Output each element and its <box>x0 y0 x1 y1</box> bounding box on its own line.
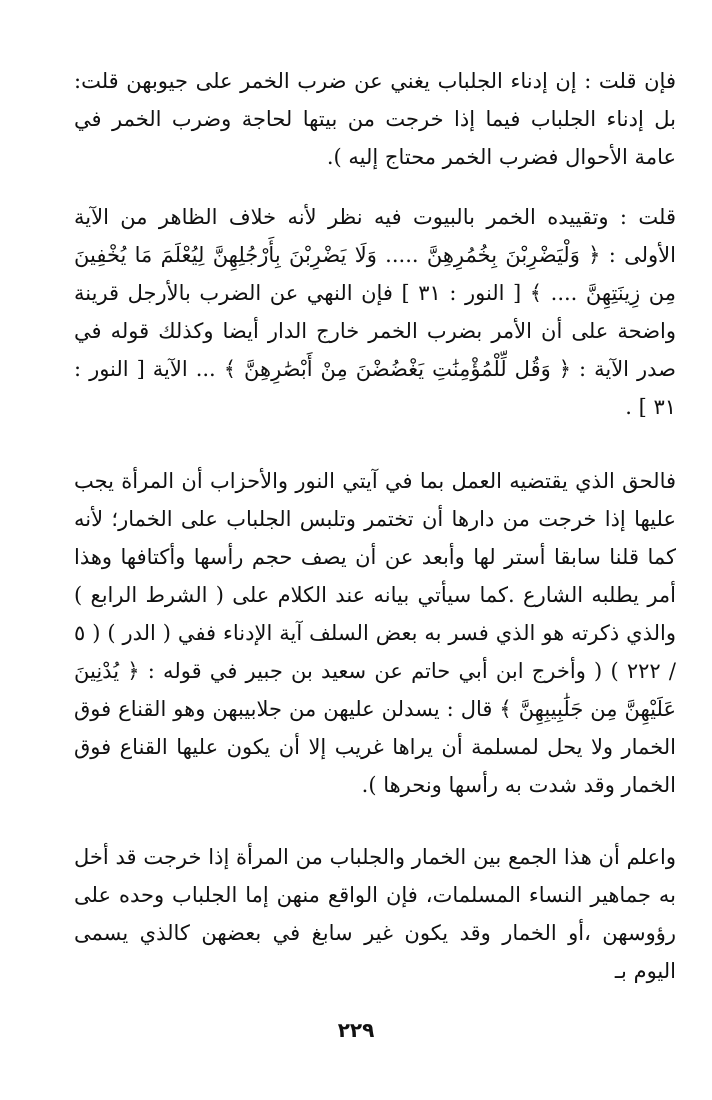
paragraph-2-text-start: قلت : وتقييده الخمر بالبيوت فيه نظر لأنه خلاف الظاهر من الآية الأولى : <box>74 205 676 267</box>
paragraph-2 <box>74 198 676 426</box>
paragraph-4-text: واعلم أن هذا الجمع بين الخمار والجلباب من المرأة إذا خرجت قد أخل به جماهير النساء المسلمات، فإن الواقع منهن إما الجلباب وحده على رؤوسهن ،أو الخمار وقد يكون غير سابغ في بعضهن كالذي يسمى اليوم بـ <box>74 845 676 983</box>
quran-verse-1: ﴿ وَلْيَضْرِبْنَ بِخُمُرِهِنَّ ..... وَلَا يَضْرِبْنَ بِأَرْجُلِهِنَّ لِيُعْلَمَ مَا يُخْفِينَ مِن زِينَتِهِنَّ .... ﴾ <box>74 243 676 305</box>
paragraph-3-text-start: فالحق الذي يقتضيه العمل بما في آيتي النور والأحزاب أن المرأة يجب عليها إذا خرجت من دارها أن تختمر وتلبس الجلباب على الخمار؛ لأنه كما قلنا سابقا أستر لها وأبعد عن أن يصف حجم رأسها وأكتافها وهذا أمر يطلبه الشارع .كما سيأتي بيانه عند الكلام على ( الشرط الرابع ) والذي ذكرته هو الذي فسر به بعض السلف آية الإدناء ففي ( الدر ) ( ٥ / ٢٢٢ ) ( وأخرج ابن أبي حاتم عن سعيد بن جبير في قوله : <box>74 469 677 683</box>
quran-verse-2: ﴿ وَقُل لِّلْمُؤْمِنَٰتِ يَغْضُضْنَ مِنْ أَبْصَٰرِهِنَّ ﴾ <box>223 357 572 381</box>
quran-verse-3: ﴿ يُدْنِينَ عَلَيْهِنَّ مِن جَلَٰبِيبِهِنَّ ﴾ <box>74 659 676 721</box>
paragraph-2-text-middle: [ النور : ٣١ ] فإن النهي عن الضرب بالأرجل قرينة واضحة على أن الأمر بضرب الخمر خارج الدار أيضا وكذلك قوله في صدر الآية : <box>74 281 676 381</box>
paragraph-1-text: فإن قلت : إن إدناء الجلباب يغني عن ضرب الخمر على جيوبهن قلت: بل إدناء الجلباب فيما إذا خرجت من بيتها لحاجة وضرب الخمر في عامة الأحوال فضرب الخمر محتاج إليه ). <box>74 69 676 169</box>
paragraph-2-text-end: ... الآية [ النور : ٣١ ] . <box>74 357 676 419</box>
paragraph-4 <box>74 838 676 990</box>
paragraph-1 <box>74 62 676 176</box>
paragraph-3 <box>74 462 676 804</box>
page-number: ٢٢٩ <box>337 1018 375 1042</box>
paragraph-3-text-end: قال : يسدلن عليهن من جلابيبهن وهو القناع فوق الخمار ولا يحل لمسلمة أن يراها غريب إلا أن يكون عليها القناع فوق الخمار وقد شدت به رأسها ونحرها ). <box>74 697 676 797</box>
